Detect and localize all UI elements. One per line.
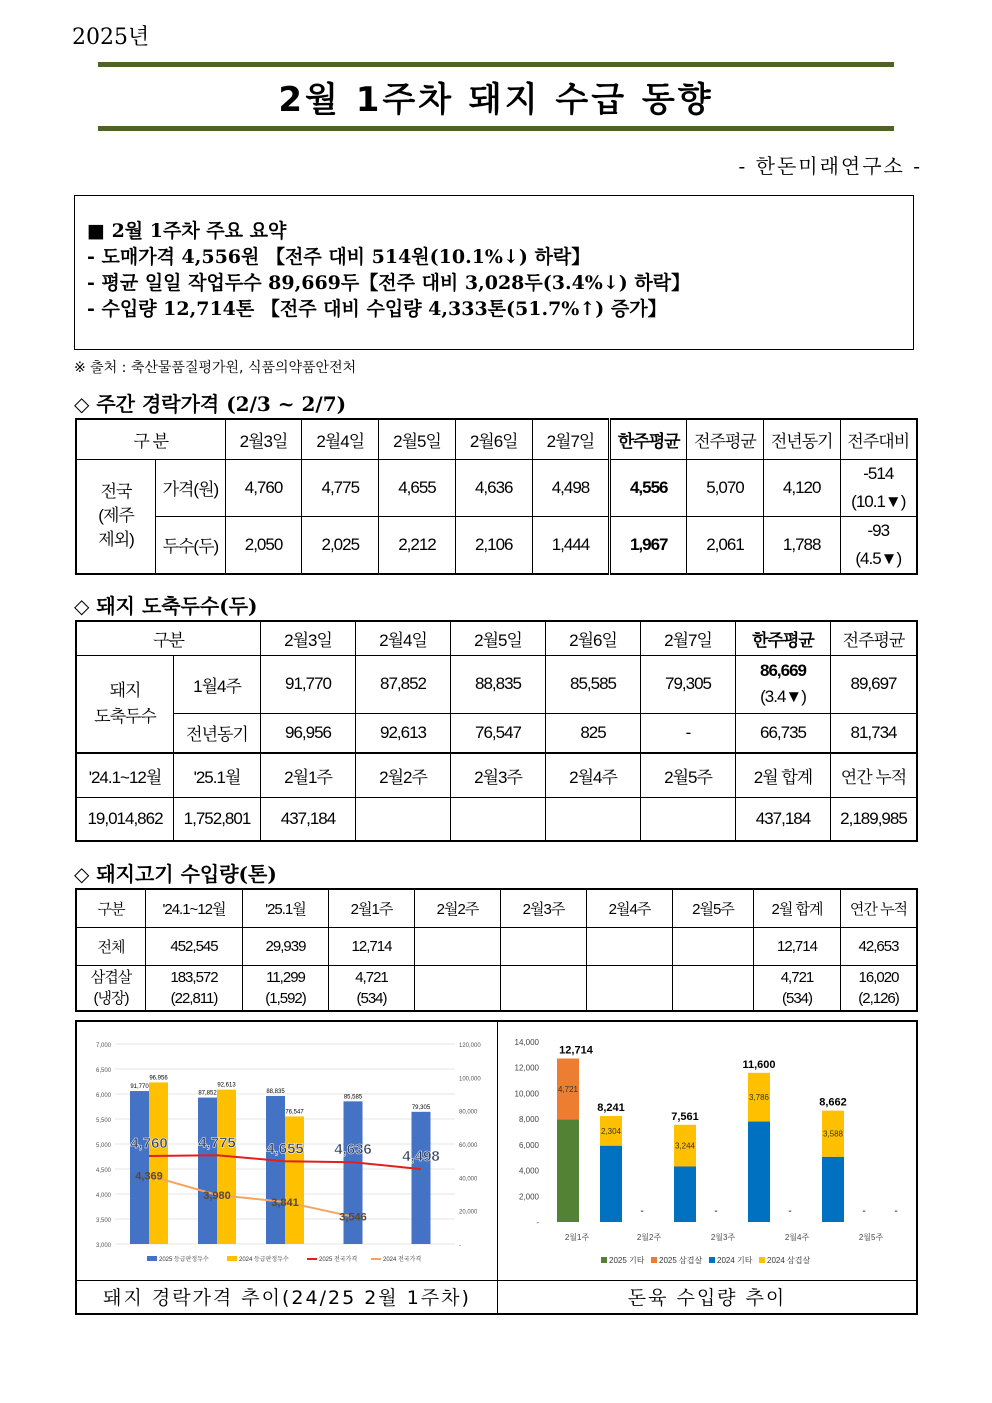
price-label-2025: 4,655 [266,1140,304,1158]
y-tick-label: 10,000 [514,1089,539,1099]
price-table [75,418,918,575]
header-cell: 전주평균 [831,621,918,655]
header-cell: 2월4주 [587,889,673,927]
table-cell: - [641,713,736,753]
header-cell: 2월5주 [641,753,736,797]
slaughter-table [75,620,918,842]
header-cell: 2월5일 [451,621,546,655]
table-cell: 4,498 [532,459,610,516]
total-label: - [788,1206,792,1217]
row-label: 전체 [76,927,146,965]
stack-label: 2,304 [600,1126,622,1136]
bar-2025 [412,1112,431,1244]
y-tick-label: 14,000 [514,1038,539,1047]
row-label-line: 삼겹살 [90,968,132,986]
diff-percent: (10.1▼) [851,491,906,511]
diff-value: -93 [867,520,890,540]
header-cell: '24.1~12월 [146,889,243,927]
table-cell: 91,770 [261,655,356,713]
table-cell [329,965,415,1011]
legend-swatch [759,1257,765,1263]
header-cell: 2월6일 [455,419,532,459]
table-cell [673,927,754,965]
header-cell: 구분 [76,621,261,655]
table-cell [546,797,641,841]
legend-label: 2025 기타 [609,1256,645,1265]
stack-label: 3,588 [822,1129,844,1139]
y-tick-label: - [536,1218,539,1227]
table-cell [415,965,501,1011]
x-tick-label: 2월2주 [636,1233,662,1242]
legend-label: 2025 등급판정두수 [159,1257,209,1263]
total-label: - [894,1206,898,1217]
table-cell: 66,735 [736,713,831,753]
diff-value: -514 [863,463,894,483]
stack-bar-other [822,1157,844,1222]
table-cell: 4,636 [455,459,532,516]
table-cell [587,927,673,965]
y-tick-label: 3,500 [95,1218,111,1224]
header-cell: '24.1~12월 [76,753,174,797]
total-label: - [862,1206,866,1217]
header-cell: 2월3일 [261,621,356,655]
price-label-2025: 4,775 [198,1134,236,1152]
total-label: 12,714 [559,1044,593,1057]
row-label: 두수(두) [156,516,226,574]
header-cell: 2월6일 [546,621,641,655]
price-label-2025: 4,498 [402,1148,440,1166]
header-cell: 전주대비 [840,419,917,459]
legend-label: 2024 기타 [717,1256,753,1265]
legend-label: 2025 전국가격 [319,1257,358,1263]
table-cell: 2,106 [455,516,532,574]
header-cell: 구분 [76,889,146,927]
page-title: 2월 1주차 돼지 수급 동향 [278,80,714,120]
header-cell: 2월2주 [356,753,451,797]
header-cell: 한주평균 [736,621,831,655]
table-cell: 2,061 [687,516,764,574]
cell-value: 4,721 [780,968,814,986]
header-cell: 2월4일 [302,419,379,459]
y2-tick-label: 100,000 [459,1076,481,1083]
cell-value: 4,721 [355,968,388,986]
summary-line-import: - 수입량 12,714톤 【전주 대비 수입량 4,333톤(51.7%↑) 증가】 [87,298,667,320]
diff-percent: (4.5▼) [855,548,902,568]
cell-subvalue: (1,592) [265,989,306,1007]
group-cell: 돼지 도축두수 [76,655,174,753]
legend-label: 2024 등급판정두수 [239,1257,289,1263]
stack-label: 3,786 [748,1093,770,1103]
y2-tick-label: 120,000 [459,1043,481,1049]
table-cell [641,797,736,841]
y-tick-label: 5,000 [95,1143,111,1149]
table-cell [841,965,918,1011]
bar-label-2025: 79,305 [411,1104,431,1111]
charts-panel [75,1020,918,1315]
table-cell: 96,956 [261,713,356,753]
line-2024-price [149,1176,353,1217]
bar-label-2024: 92,613 [217,1082,236,1089]
summary-line-slaughter: - 평균 일일 작업두수 89,669두【전주 대비 3,028두(3.4%↓) 하락】 [87,272,691,294]
table-cell [356,797,451,841]
y-tick-label: 4,000 [95,1193,111,1199]
header-cell: 2월1주 [261,753,356,797]
y-tick-label: 2,000 [518,1192,539,1202]
stack-bar-other [748,1122,770,1222]
row-label: 가격(원) [156,459,226,516]
table-cell [243,965,329,1011]
organization: - 한돈미래연구소 - [738,154,922,178]
header-cell: 2월3일 [225,419,302,459]
price-chart [83,1026,491,1278]
y-tick-label: 5,500 [95,1118,111,1124]
summary-box [74,195,914,350]
row-label: 1월4주 [174,655,261,713]
stack-label: 3,244 [674,1141,696,1151]
price-label-2024: 3,980 [203,1190,231,1202]
legend-swatch [709,1257,715,1263]
table-cell: 825 [546,713,641,753]
table-cell: 4,556 [610,459,687,516]
table-cell: 87,852 [356,655,451,713]
bar-label-2025: 85,585 [343,1094,363,1101]
summary-line-price: - 도매가격 4,556원 【전주 대비 514원(10.1%↓) 하락】 [87,246,591,268]
y-tick-label: 4,000 [518,1166,539,1176]
summary-heading: ■ 2월 1주차 주요 요약 [87,220,287,242]
legend-swatch [601,1257,607,1263]
total-label: - [714,1206,718,1217]
header-cell: '25.1월 [243,889,329,927]
table-cell: 4,760 [225,459,302,516]
table-cell: 1,967 [610,516,687,574]
table-cell: 4,775 [302,459,379,516]
table-cell [415,927,501,965]
header-cell: 2월4일 [356,621,451,655]
bar-2024 [217,1090,236,1244]
table-cell: 452,545 [146,927,243,965]
table-cell: 92,613 [356,713,451,753]
header-cell: 2월5주 [673,889,754,927]
bar-label-2025: 87,852 [198,1090,217,1097]
table-cell: 4,655 [379,459,456,516]
y2-tick-label: - [459,1243,461,1249]
legend-swatch [227,1256,237,1261]
header-cell: 2월 합계 [736,753,831,797]
header-cell: 2월4주 [546,753,641,797]
cell-value: 11,299 [266,968,305,986]
title-bottom-rule [98,126,894,131]
y2-tick-label: 60,000 [459,1143,478,1149]
section-title-slaughter: ◇ 돼지 도축두수(두) [74,594,258,618]
bar-label-2025: 91,770 [130,1084,149,1091]
table-cell: 12,714 [754,927,841,965]
total-label: 8,662 [819,1096,847,1109]
table-cell: 2,212 [379,516,456,574]
header-cell: 연간 누적 [841,889,918,927]
import-chart-svg [505,1026,913,1278]
table-cell: 29,939 [243,927,329,965]
total-label: 7,561 [671,1110,699,1123]
table-cell [501,965,587,1011]
header-cell: '25.1월 [174,753,261,797]
y-tick-label: 6,500 [95,1068,111,1074]
cell-subvalue: (22,811) [170,989,218,1007]
total-label: - [640,1206,644,1217]
table-cell [673,965,754,1011]
y-tick-label: 7,000 [95,1043,111,1049]
table-cell: 19,014,862 [76,797,174,841]
table-cell: 1,752,801 [174,797,261,841]
bar-2025 [198,1098,217,1244]
header-cell: 2월3주 [451,753,546,797]
table-cell [736,655,831,713]
y-tick-label: 6,000 [95,1093,111,1099]
header-cell: 구 분 [76,419,225,459]
price-label-2024: 4,369 [135,1170,163,1183]
x-tick-label: 2월4주 [784,1233,810,1242]
price-label-2025: 4,636 [334,1141,372,1159]
table-cell [146,965,243,1011]
header-cell: 2월7일 [641,621,736,655]
header-cell: 2월3주 [501,889,587,927]
header-cell: 2월7일 [532,419,610,459]
import-chart [505,1026,913,1278]
table-cell: 437,184 [261,797,356,841]
table-cell: 76,547 [451,713,546,753]
table-cell: 79,305 [641,655,736,713]
bar-2024 [149,1082,168,1244]
legend-label: 2024 전국가격 [383,1257,422,1263]
table-cell: 42,653 [841,927,918,965]
table-cell: 2,050 [225,516,302,574]
table-cell: 12,714 [329,927,415,965]
price-chart-svg [83,1026,491,1278]
total-label: 8,241 [597,1102,625,1115]
table-cell: 2,189,985 [831,797,918,841]
y-tick-label: 12,000 [514,1063,539,1073]
section-title-import: ◇ 돼지고기 수입량(톤) [74,862,277,886]
import-chart-caption: 돈육 수입량 추이 [498,1280,916,1316]
cell-value: 183,572 [170,968,218,986]
table-cell: 81,734 [831,713,918,753]
y2-tick-label: 40,000 [459,1176,478,1183]
section-title-price: ◇ 주간 경락가격 (2/3 ~ 2/7) [74,392,347,416]
price-chart-caption: 돼지 경락가격 추이(24/25 2월 1주차) [77,1280,497,1316]
table-cell [501,927,587,965]
cell-value: 16,020 [858,968,899,986]
y-tick-label: 8,000 [518,1115,539,1125]
table-cell [840,459,917,516]
import-table [75,888,918,1012]
header-cell: 한주평균 [610,419,687,459]
header-cell: 2월 합계 [754,889,841,927]
source-note: ※ 출처 : 축산물품질평가원, 식품의약품안전처 [74,360,357,376]
table-cell [840,516,917,574]
table-cell: 4,120 [763,459,840,516]
bar-2024 [285,1116,304,1244]
y-tick-label: 6,000 [518,1140,539,1150]
x-tick-label: 2월5주 [858,1233,884,1242]
cell-subvalue: (2,126) [858,989,899,1007]
y2-tick-label: 20,000 [459,1209,478,1216]
title-top-rule [98,62,894,67]
table-cell: 1,444 [532,516,610,574]
table-cell: 437,184 [736,797,831,841]
x-tick-label: 2월1주 [564,1233,590,1242]
table-cell [451,797,546,841]
table-cell [754,965,841,1011]
legend-label: 2025 삼겹살 [659,1256,703,1265]
legend-swatch [651,1257,657,1263]
bar-2025 [130,1091,149,1244]
row-label [76,965,146,1011]
stack-bar-other [674,1166,696,1222]
price-label-2024: 3,841 [271,1196,299,1209]
avg-value: 86,669 [760,661,806,680]
table-cell: 85,585 [546,655,641,713]
total-label: 11,600 [742,1058,776,1071]
table-cell: 88,835 [451,655,546,713]
table-cell [587,965,673,1011]
legend-label: 2024 삼겹살 [767,1256,811,1265]
header-cell: 2월1주 [329,889,415,927]
stack-bar-other [557,1119,579,1222]
price-label-2025: 4,760 [130,1135,168,1152]
bar-label-2024: 96,956 [149,1075,168,1082]
bar-label-2024: 76,547 [285,1109,304,1116]
stack-label: 4,721 [557,1084,579,1094]
year-label: 2025년 [72,25,150,50]
bar-label-2025: 88,835 [266,1088,285,1095]
bar-2025 [266,1096,285,1244]
stack-bar-other [600,1146,622,1222]
header-cell: 2월5일 [379,419,456,459]
row-label: 전년동기 [174,713,261,753]
header-cell: 전년동기 [763,419,840,459]
header-cell: 전주평균 [687,419,764,459]
row-label-line: (냉장) [93,989,129,1007]
table-cell: 89,697 [831,655,918,713]
x-tick-label: 2월3주 [710,1233,736,1242]
table-cell: 1,788 [763,516,840,574]
avg-note: (3.4▼) [760,687,806,706]
header-cell: 2월2주 [415,889,501,927]
header-cell: 연간 누적 [831,753,918,797]
y2-tick-label: 80,000 [459,1109,478,1116]
y-tick-label: 3,000 [95,1243,111,1249]
legend-swatch [147,1256,157,1261]
cell-subvalue: (534) [781,989,813,1007]
region-cell: 전국 (제주 제외) [76,459,156,574]
y-tick-label: 4,500 [95,1168,111,1174]
table-cell: 2,025 [302,516,379,574]
price-label-2024: 3,546 [339,1211,367,1224]
cell-subvalue: (534) [356,989,387,1007]
table-cell: 5,070 [687,459,764,516]
